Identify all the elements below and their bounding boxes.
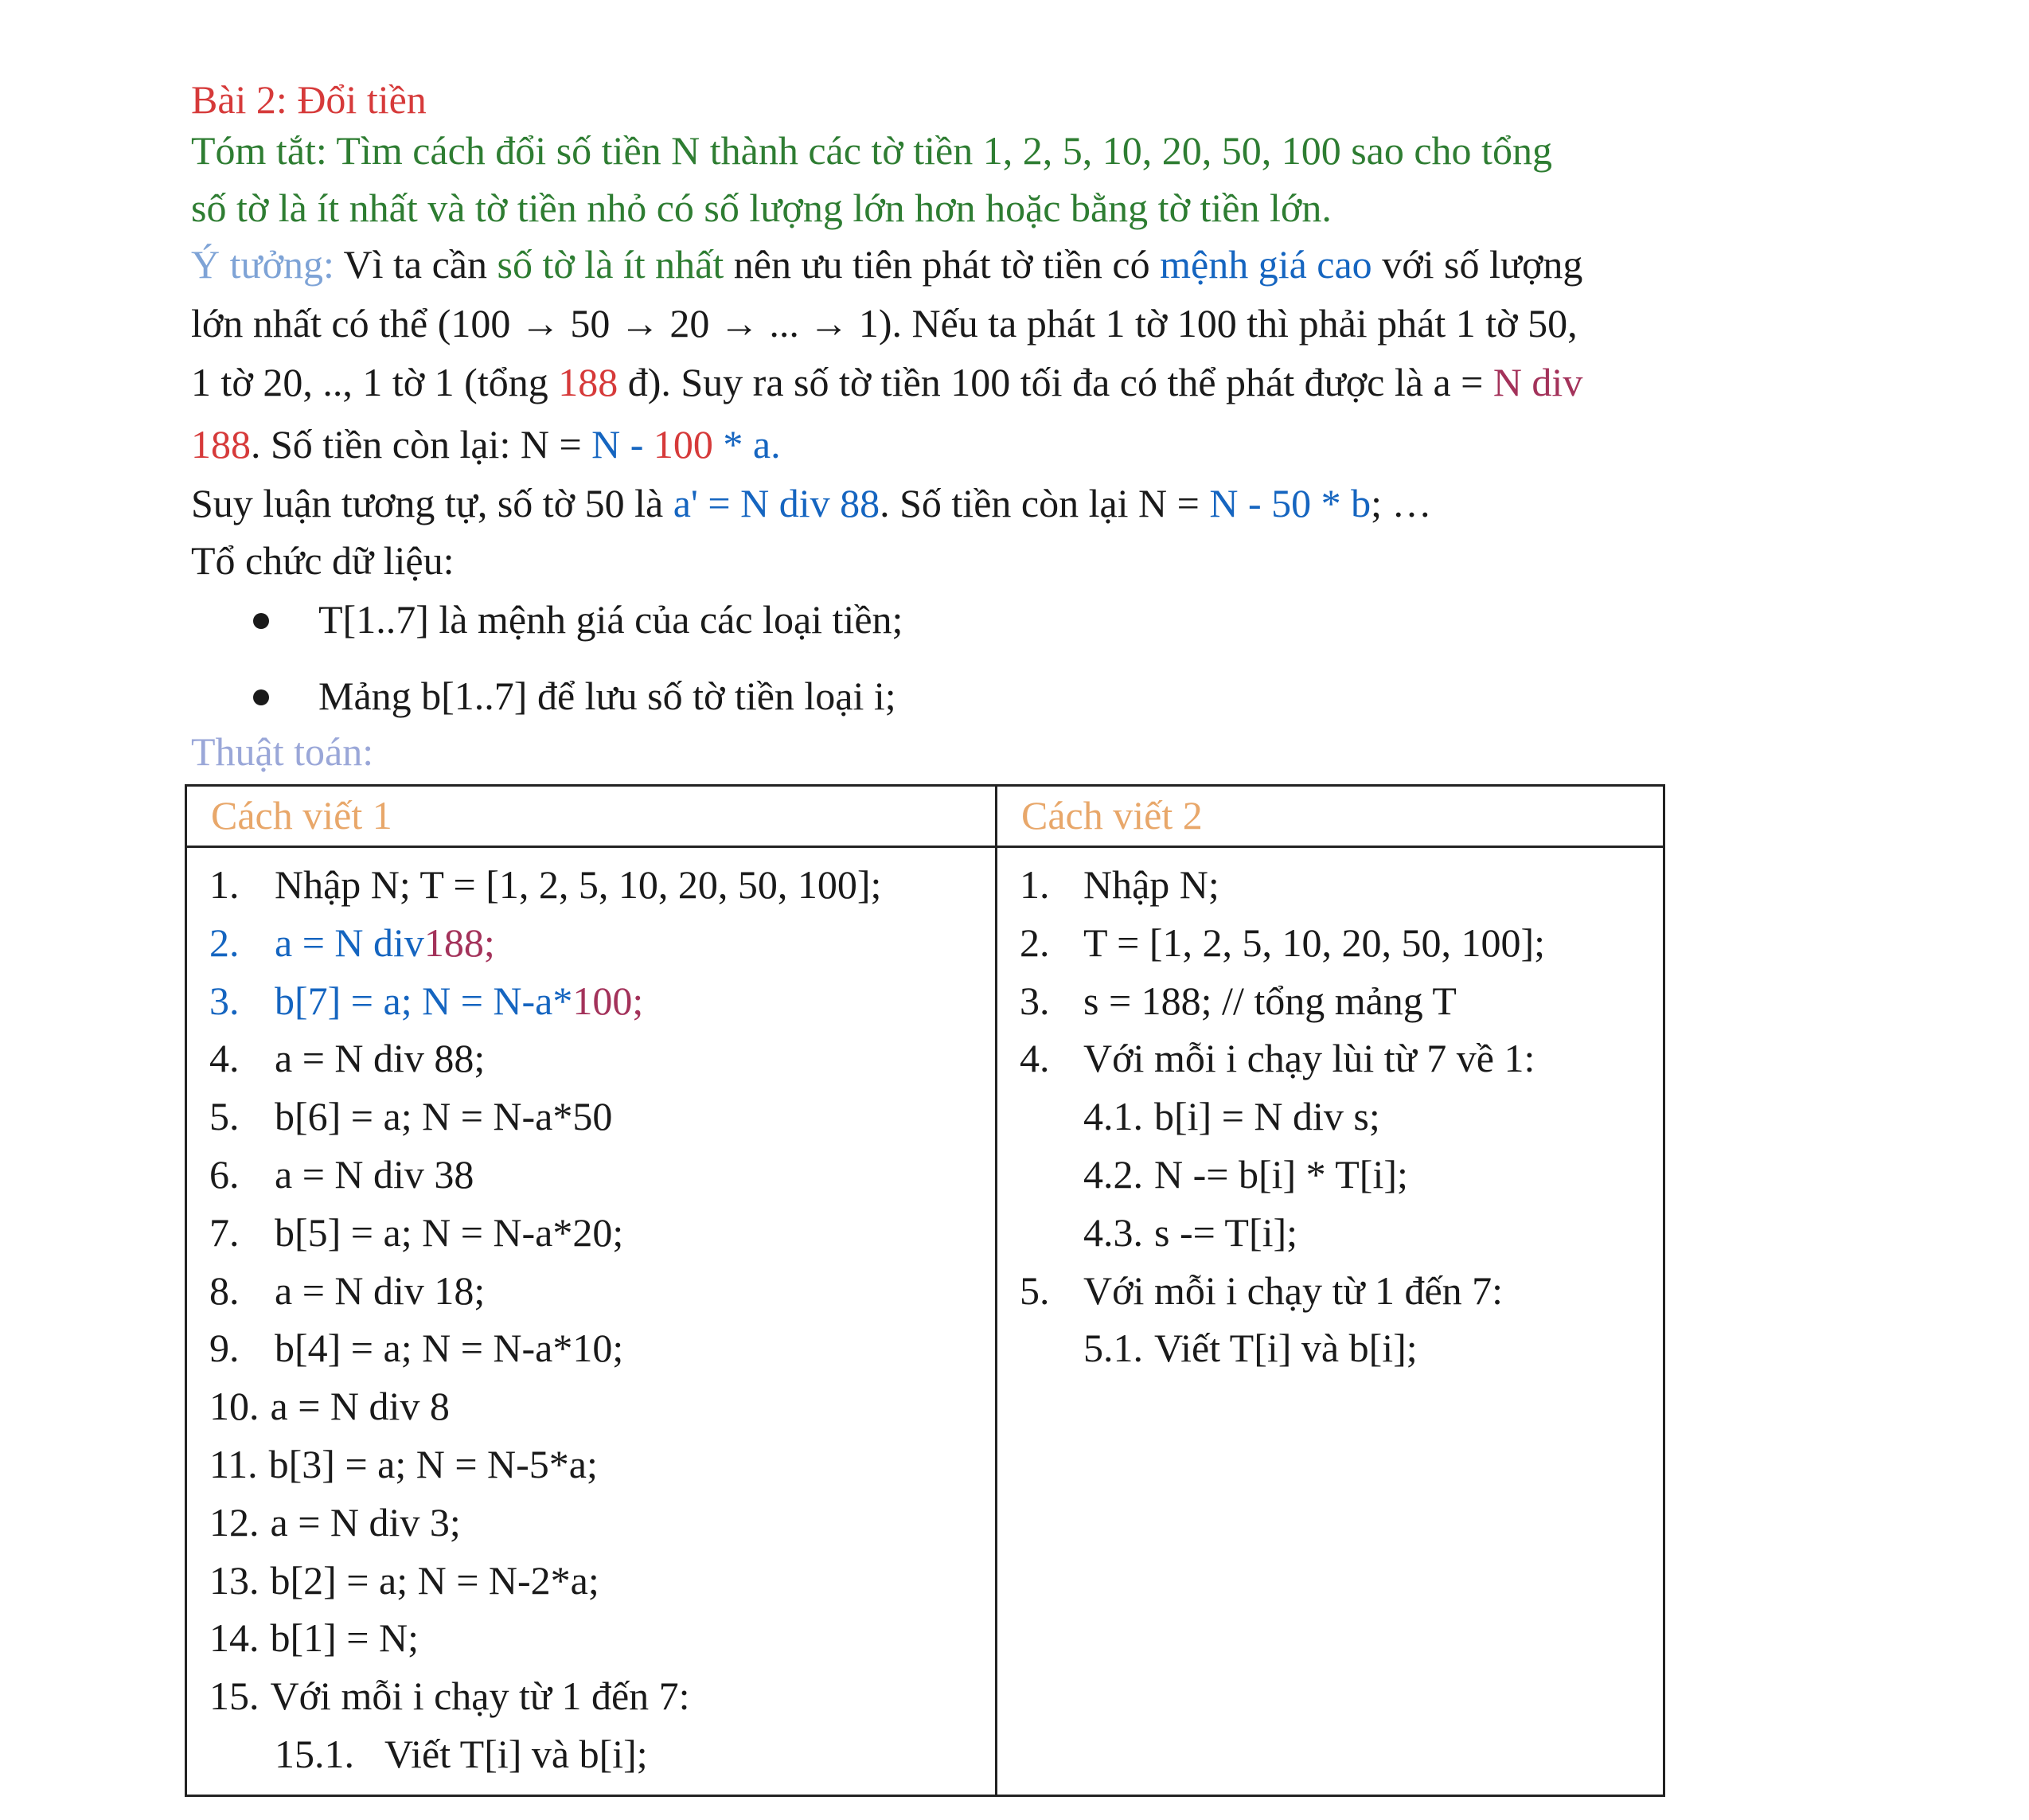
list-item [997, 1319, 1663, 1377]
bullet-item-1: T[1..7] là mệnh giá của các loại tiền; [318, 597, 903, 642]
idea-highlight: 188 [191, 422, 251, 467]
step-number: 4.1. [1083, 1094, 1143, 1139]
list-item [187, 1204, 995, 1262]
step-text: a = N div 38 [275, 1151, 474, 1197]
step-text: b[2] = a; N = N-2*a; [270, 1557, 599, 1603]
step-text: 188; [423, 920, 495, 965]
exercise-title: Bài 2: Đổi tiền [191, 77, 427, 122]
step-text: Với mỗi i chạy từ 1 đến 7: [270, 1674, 690, 1719]
step-number: 5.1. [1083, 1326, 1143, 1371]
list-item [997, 1204, 1663, 1262]
list-item [187, 1377, 995, 1435]
idea-text: Vì ta cần [334, 242, 497, 287]
summary-line-1 [191, 125, 1552, 176]
idea-text: với số lượng [1372, 242, 1583, 287]
step-text: s = 188; // tổng mảng T [1083, 978, 1457, 1023]
idea-text: . Số tiền còn lại: N = [251, 422, 592, 467]
idea-line-2: lớn nhất có thể (100 → 50 → 20 → ... → 1). Nếu ta phát 1 tờ 100 thì phải phát 1 tờ 50, [191, 301, 1578, 346]
step-text: s -= T[i]; [1154, 1209, 1298, 1255]
bullet-dot [253, 613, 269, 629]
step-number: 12. [209, 1499, 259, 1545]
step-text: Viết T[i] và b[i]; [384, 1731, 648, 1776]
list-item [997, 914, 1663, 972]
idea-text: đ). Suy ra số tờ tiền 100 tối đa có thể phát được là a = [618, 360, 1493, 404]
col1-header: Cách viết 1 [186, 786, 997, 847]
step-number: 8. [209, 1267, 240, 1313]
idea-text: Suy luận tương tự, số tờ 50 là [191, 481, 673, 525]
idea-line-1 [191, 239, 1582, 290]
step-number: 4. [209, 1036, 240, 1081]
step-number: 5. [209, 1094, 240, 1139]
summary-label: Tóm tắt: [191, 128, 327, 173]
data-org-label: Tổ chức dữ liệu: [191, 538, 455, 583]
step-text: a = N div 8 [270, 1384, 450, 1429]
summary-line-2: số tờ là ít nhất và tờ tiền nhỏ có số lượng lớn hơn hoặc bằng tờ tiền lớn. [191, 186, 1332, 230]
list-item [187, 972, 995, 1030]
list-item [187, 1552, 995, 1610]
step-text: b[3] = a; N = N-5*a; [268, 1441, 598, 1486]
step-text: a = N div 88; [275, 1036, 486, 1081]
step-number: 1. [209, 862, 240, 907]
step-number: 9. [209, 1326, 240, 1371]
step-number: 3. [1020, 978, 1050, 1023]
step-text: b[6] = a; N = N-a*50 [275, 1094, 613, 1139]
step-text: T = [1, 2, 5, 10, 20, 50, 100]; [1083, 920, 1546, 965]
step-number: 13. [209, 1557, 259, 1603]
idea-text: . Số tiền còn lại N = [880, 481, 1210, 525]
step-number: 4.2. [1083, 1151, 1143, 1197]
step-text: Nhập N; [1083, 862, 1219, 907]
step-text: 100; [572, 978, 644, 1023]
summary-text-1: Tìm cách đổi số tiền N thành các tờ tiền 1, 2, 5, 10, 20, 50, 100 sao cho tổng [326, 128, 1552, 173]
list-item [187, 1609, 995, 1667]
list-item [187, 1029, 995, 1088]
idea-line-3 [191, 357, 1582, 408]
idea-highlight: N div [1492, 360, 1583, 404]
step-text: Với mỗi i chạy lùi từ 7 về 1: [1083, 1036, 1535, 1081]
col2-steps [997, 847, 1664, 1796]
step-number: 4. [1020, 1036, 1050, 1081]
step-number: 2. [1020, 920, 1050, 965]
idea-text: nên ưu tiên phát tờ tiền có [724, 242, 1161, 287]
idea-highlight: số tờ là ít nhất [497, 242, 724, 287]
step-text: Viết T[i] và b[i]; [1154, 1326, 1418, 1371]
bullet-dot [253, 689, 269, 705]
step-number: 1. [1020, 862, 1050, 907]
idea-label: Ý tưởng: [191, 242, 334, 287]
algorithm-table [185, 784, 1665, 1797]
list-item [187, 856, 995, 914]
list-item [187, 1146, 995, 1204]
idea-highlight: mệnh giá cao [1160, 242, 1372, 287]
table-body-row [186, 847, 1664, 1796]
step-text: b[1] = N; [270, 1615, 419, 1661]
list-item [997, 1146, 1663, 1204]
step-number: 4.3. [1083, 1209, 1143, 1255]
step-text: N -= b[i] * T[i]; [1154, 1151, 1408, 1197]
idea-highlight: a' = N div 88 [673, 481, 880, 525]
list-item [187, 1494, 995, 1552]
step-text: b[7] = a; N = N-a* [275, 978, 573, 1023]
step-number: 5. [1020, 1267, 1050, 1313]
idea-highlight: 188 [558, 360, 618, 404]
list-item [187, 1088, 995, 1146]
col2-header: Cách viết 2 [997, 786, 1664, 847]
list-item [187, 1667, 995, 1725]
idea-line-4 [191, 419, 781, 470]
step-text: a = N div [275, 920, 424, 965]
step-text: b[4] = a; N = N-a*10; [275, 1326, 624, 1371]
step-number: 2. [209, 920, 240, 965]
step-number: 15.1. [275, 1731, 354, 1776]
step-text: Với mỗi i chạy từ 1 đến 7: [1083, 1267, 1504, 1313]
list-item [187, 1435, 995, 1494]
step-text: Nhập N; T = [1, 2, 5, 10, 20, 50, 100]; [275, 862, 882, 907]
list-item [187, 914, 995, 972]
list-item [187, 1262, 995, 1320]
list-item [187, 1319, 995, 1377]
list-item [997, 1088, 1663, 1146]
step-number: 3. [209, 978, 240, 1023]
step-number: 14. [209, 1615, 259, 1661]
idea-highlight: * a. [712, 422, 781, 467]
idea-text: 1 tờ 20, .., 1 tờ 1 (tổng [191, 360, 559, 404]
step-text: b[5] = a; N = N-a*20; [275, 1209, 624, 1255]
list-item [997, 1262, 1663, 1320]
col1-steps [186, 847, 997, 1796]
bullet-item-2: Mảng b[1..7] để lưu số tờ tiền loại i; [318, 674, 896, 718]
list-item [997, 856, 1663, 914]
idea-highlight: N - 50 * b [1209, 481, 1372, 525]
table-header-row [186, 786, 1664, 847]
list-item [187, 1725, 995, 1783]
list-item [997, 1029, 1663, 1088]
idea-text: ; … [1371, 481, 1432, 525]
step-number: 15. [209, 1674, 259, 1719]
step-text: a = N div 3; [270, 1499, 461, 1545]
step-text: b[i] = N div s; [1154, 1094, 1380, 1139]
step-text: a = N div 18; [275, 1267, 486, 1313]
step-number: 7. [209, 1209, 240, 1255]
step-number: 6. [209, 1151, 240, 1197]
idea-line-5 [191, 478, 1432, 529]
idea-highlight: N - [591, 422, 654, 467]
step-number: 10. [209, 1384, 259, 1429]
algorithm-label: Thuật toán: [191, 729, 374, 774]
step-number: 11. [209, 1441, 258, 1486]
list-item [997, 972, 1663, 1030]
idea-highlight: 100 [653, 422, 713, 467]
